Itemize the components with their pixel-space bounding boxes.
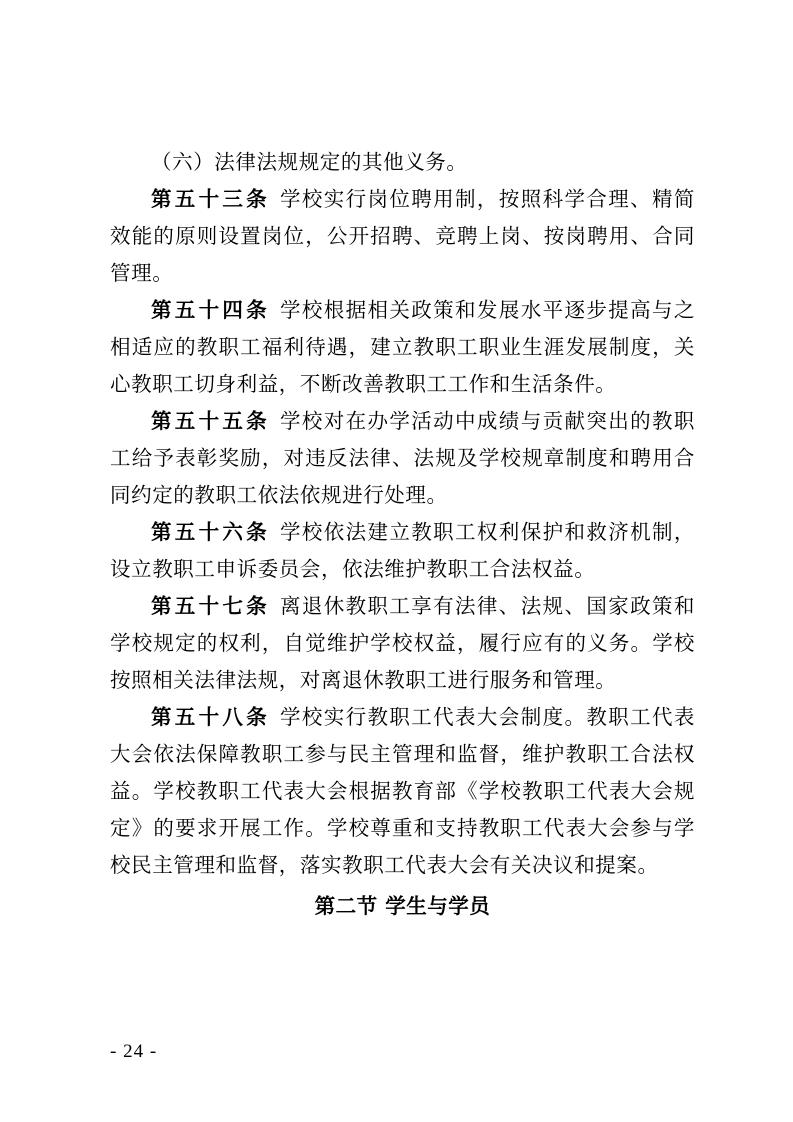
article-label: 第五十五条	[151, 409, 270, 433]
article-53	[110, 181, 695, 292]
article-58	[110, 699, 695, 884]
article-54	[110, 292, 695, 403]
paragraph-obligation-6	[110, 144, 695, 181]
article-text: 学校实行岗位聘用制，按照科学合理、精简效能的原则设置岗位，公开招聘、竞聘上岗、按岗聘用、合同管理。	[110, 187, 695, 285]
article-label: 第五十三条	[151, 187, 270, 211]
article-text: 学校根据相关政策和发展水平逐步提高与之相适应的教职工福利待遇，建立教职工职业生涯发展制度，关心教职工切身利益，不断改善教职工工作和生活条件。	[110, 298, 695, 396]
page-number: - 24 -	[110, 1041, 158, 1062]
document-body	[110, 144, 695, 925]
article-label: 第五十七条	[151, 594, 270, 618]
section-heading: 第二节 学生与学员	[314, 894, 491, 918]
article-56	[110, 514, 695, 588]
article-text: 学校对在办学活动中成绩与贡献突出的教职工给予表彰奖励，对违反法律、法规及学校规章制度和聘用合同约定的教职工依法依规进行处理。	[110, 409, 695, 507]
article-text: 学校实行教职工代表大会制度。教职工代表大会依法保障教职工参与民主管理和监督，维护教职工合法权益。学校教职工代表大会根据教育部《学校教职工代表大会规定》的要求开展工作。学校尊重和支持教职工代表大会参与学校民主管理和监督，落实教职工代表大会有关决议和提案。	[110, 705, 695, 877]
article-label: 第五十八条	[151, 705, 270, 729]
article-57	[110, 588, 695, 699]
article-text: 离退休教职工享有法律、法规、国家政策和学校规定的权利，自觉维护学校权益，履行应有的义务。学校按照相关法律法规，对离退休教职工进行服务和管理。	[110, 594, 695, 692]
article-text: 学校依法建立教职工权利保护和救济机制，设立教职工申诉委员会，依法维护教职工合法权益。	[110, 520, 695, 581]
article-label: 第五十四条	[151, 298, 270, 322]
paragraph-text: （六）法律法规规定的其他义务。	[151, 150, 468, 174]
article-55	[110, 403, 695, 514]
article-label: 第五十六条	[151, 520, 270, 544]
